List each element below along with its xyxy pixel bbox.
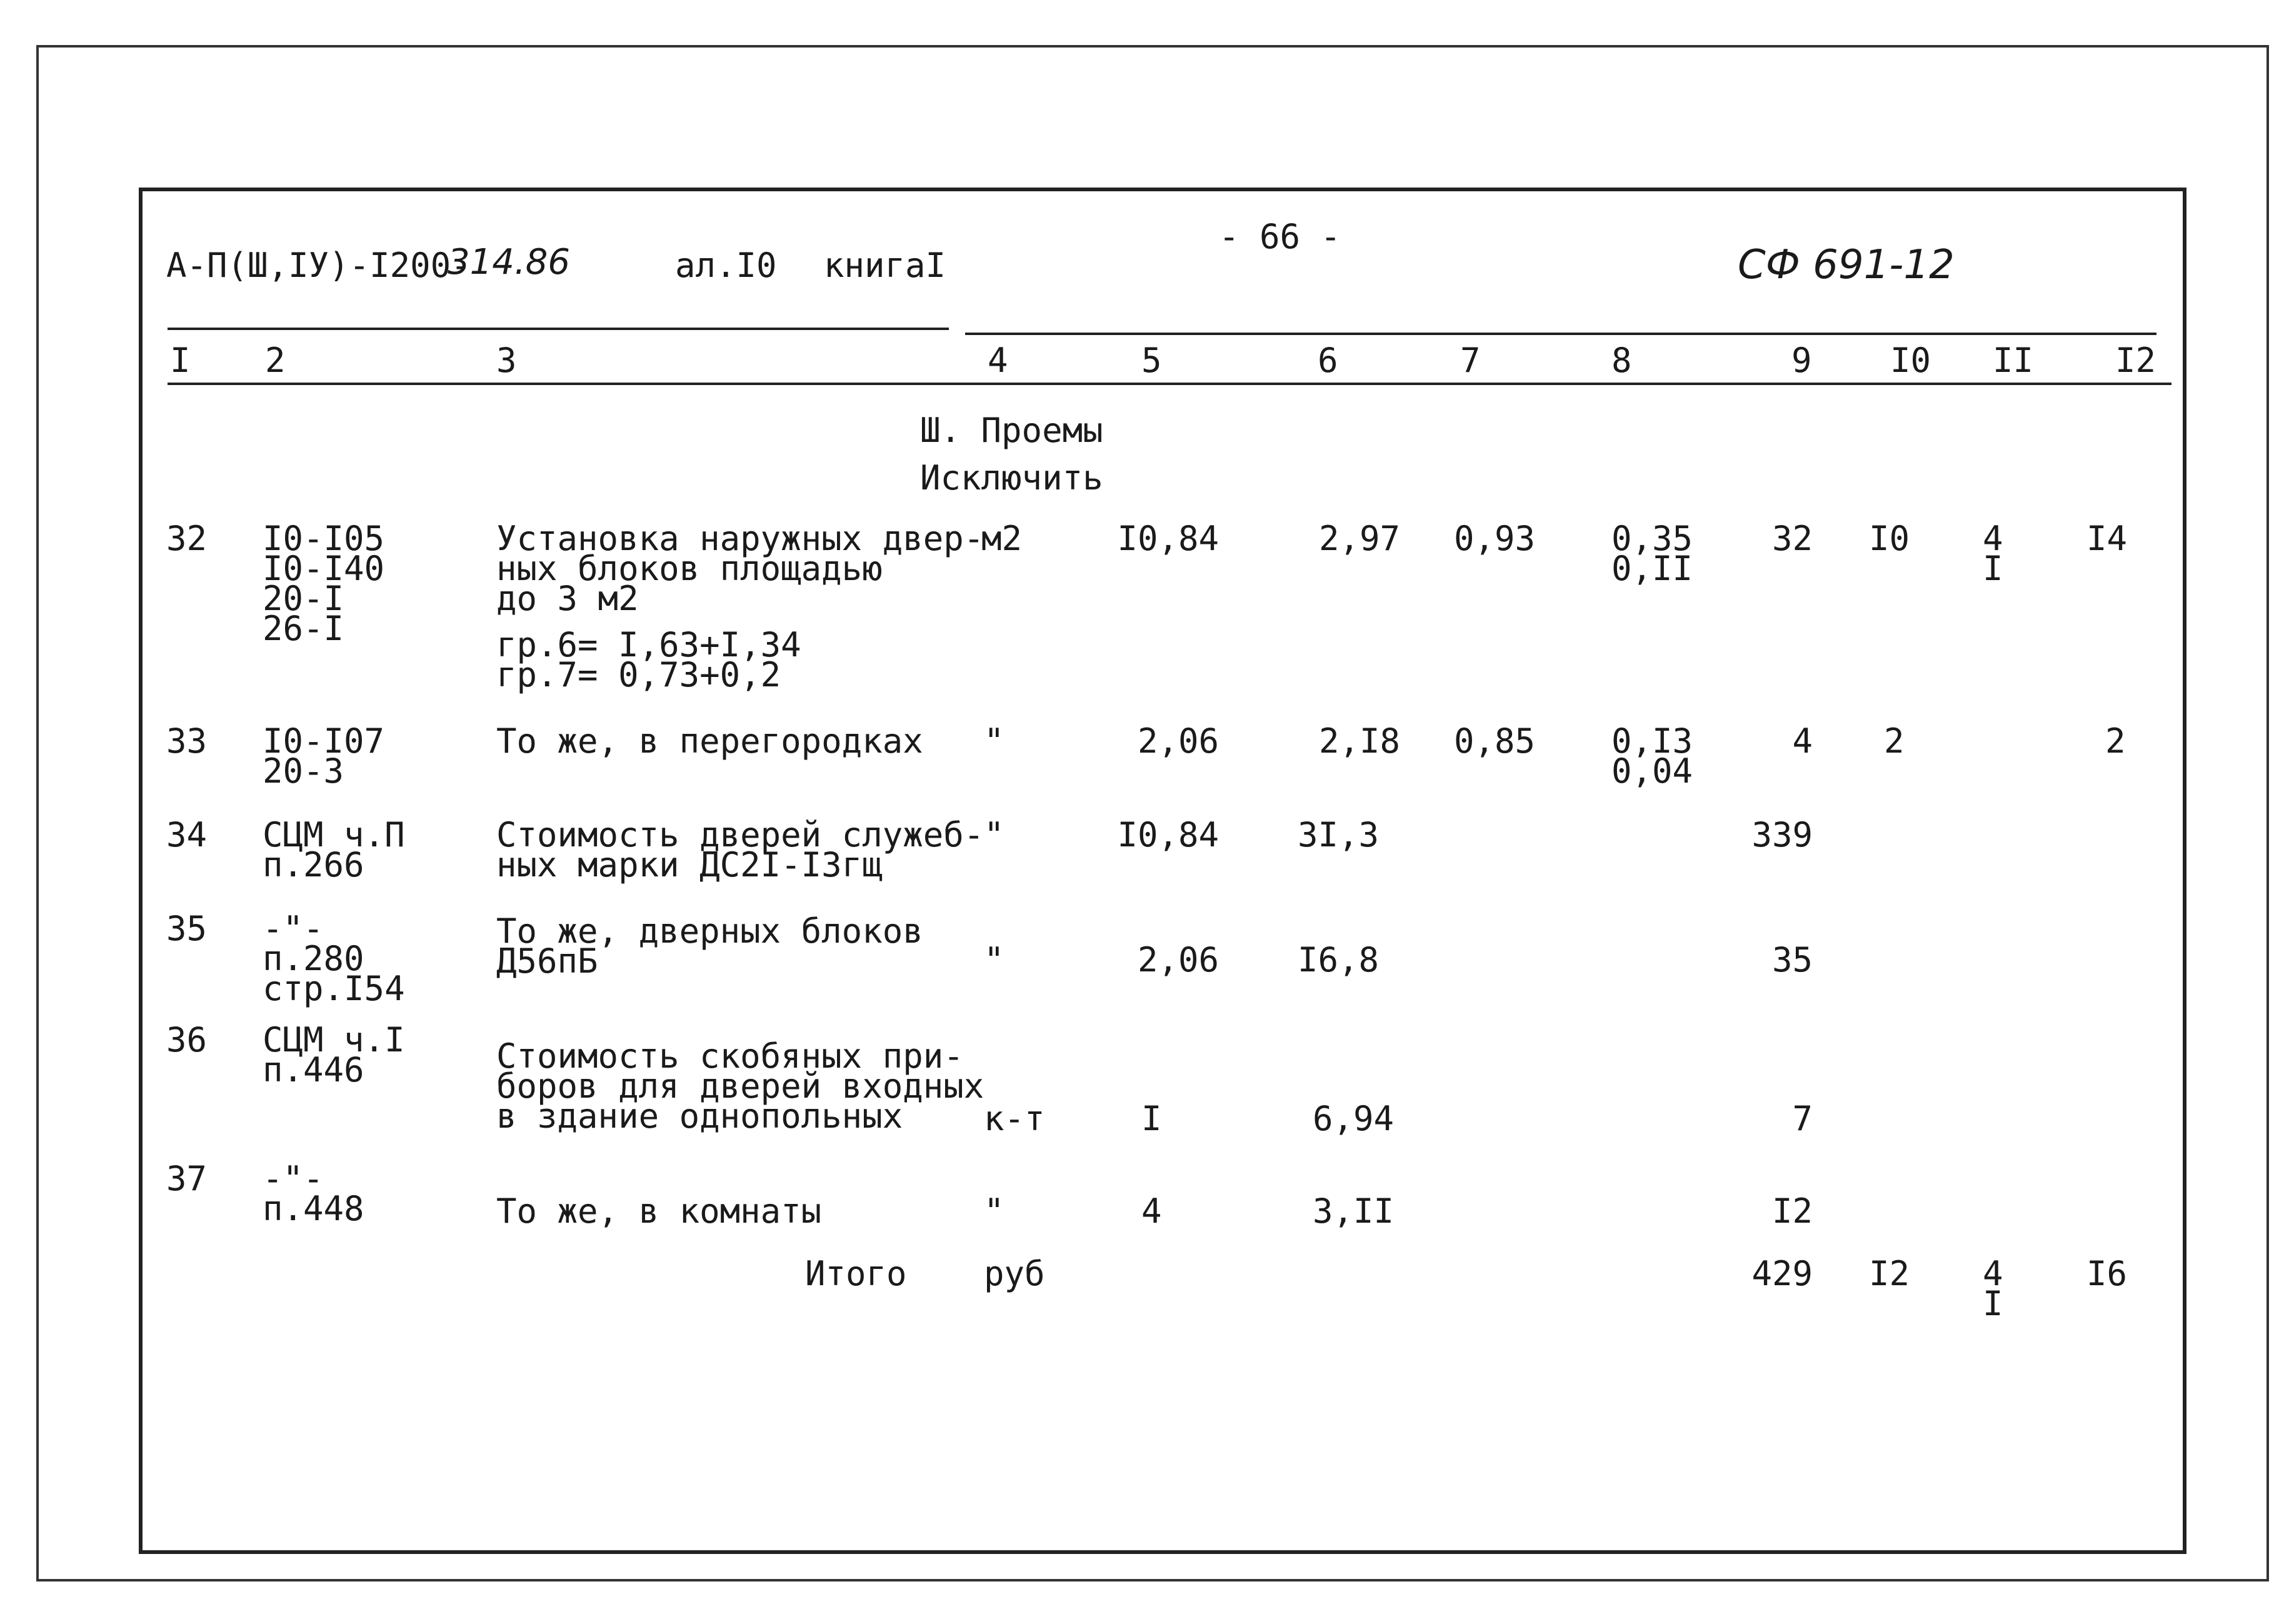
- row-32-code: I0-I05 I0-I40 20-I 26-I: [263, 519, 385, 648]
- col-header-5: 5: [1141, 341, 1162, 380]
- row-32-col11: 4 I: [1983, 519, 2003, 588]
- book-label: книгаI: [824, 246, 946, 285]
- row-34-col5: I0,84: [1117, 815, 1219, 855]
- row-33-description: То же, в перегородках: [496, 721, 923, 761]
- total-col9: 429: [1751, 1254, 1813, 1293]
- row-36-col5: I: [1141, 1099, 1162, 1138]
- row-33-col9: 4: [1792, 721, 1813, 761]
- row-34-col9: 339: [1751, 815, 1813, 855]
- column-header-rule: [168, 383, 2171, 385]
- row-35-col6: I6,8: [1298, 940, 1380, 980]
- row-32-col6: 2,97: [1318, 519, 1400, 558]
- row-32-col8: 0,35 0,II: [1611, 519, 1693, 588]
- row-35-number: 35: [166, 909, 208, 948]
- row-37-col5: 4: [1141, 1191, 1162, 1231]
- row-34-unit: ": [984, 815, 1004, 855]
- row-33-code: I0-I07 20-3: [263, 721, 385, 791]
- row-34-description: Стоимость дверей служеб- ных марки ДС2I-I3гщ: [496, 815, 984, 885]
- row-35-col5: 2,06: [1137, 940, 1219, 980]
- row-33-col12: 2: [2105, 721, 2126, 761]
- row-32-col5: I0,84: [1117, 519, 1219, 558]
- col-header-3: 3: [496, 341, 517, 380]
- col-header-12: I2: [2115, 341, 2156, 380]
- row-36-description: Стоимость скобяных при- боров для дверей входных в здание однопольных: [496, 1036, 984, 1136]
- row-33-col8: 0,I3 0,04: [1611, 721, 1693, 791]
- row-34-number: 34: [166, 815, 208, 855]
- row-34-col6: 3I,3: [1298, 815, 1380, 855]
- row-33-col10: 2: [1884, 721, 1905, 761]
- stamp-handwritten: СФ 691-12: [1738, 242, 1955, 288]
- row-33-number: 33: [166, 721, 208, 761]
- col-header-4: 4: [988, 341, 1008, 380]
- section-title: Ш. Проемы: [920, 411, 1103, 450]
- col-header-1: I: [170, 341, 191, 380]
- total-col11: 4 I: [1983, 1254, 2003, 1323]
- col-header-11: II: [1993, 341, 2034, 380]
- row-37-description: То же, в комнаты: [496, 1191, 822, 1231]
- col-header-7: 7: [1460, 341, 1481, 380]
- row-36-number: 36: [166, 1020, 208, 1060]
- col-header-8: 8: [1611, 341, 1632, 380]
- row-33-col6: 2,I8: [1318, 721, 1400, 761]
- header-rule-right: [965, 333, 2156, 335]
- row-32-unit: м2: [981, 519, 1023, 558]
- row-32-description: Установка наружных двер- ных блоков площадью до 3 м2: [496, 519, 984, 618]
- total-label: Итого: [805, 1254, 907, 1293]
- inner-frame: [139, 188, 2186, 1554]
- row-36-col9: 7: [1792, 1099, 1813, 1138]
- row-36-col6: 6,94: [1313, 1099, 1395, 1138]
- col-header-2: 2: [265, 341, 286, 380]
- page-number: - 66 -: [1219, 217, 1341, 256]
- row-33-unit: ": [984, 721, 1004, 761]
- document-code-handwritten: 314.86: [448, 242, 570, 283]
- row-37-code: -"- п.448: [263, 1159, 364, 1228]
- total-unit: руб: [984, 1254, 1045, 1293]
- row-33-col7: 0,85: [1454, 721, 1536, 761]
- row-35-unit: ": [984, 940, 1004, 980]
- col-header-6: 6: [1318, 341, 1338, 380]
- row-36-unit: к-т: [984, 1099, 1045, 1138]
- row-36-code: СЦМ ч.I п.446: [263, 1020, 405, 1090]
- row-32-number: 32: [166, 519, 208, 558]
- row-35-code: -"- п.280 стр.I54: [263, 909, 405, 1008]
- section-subtitle: Исключить: [920, 458, 1103, 498]
- row-37-col9: I2: [1771, 1191, 1813, 1231]
- row-32-col12: I4: [2086, 519, 2128, 558]
- album-label: ал.I0: [675, 246, 777, 285]
- col-header-9: 9: [1791, 341, 1812, 380]
- row-37-number: 37: [166, 1159, 208, 1198]
- row-35-col9: 35: [1771, 940, 1813, 980]
- row-32-col10: I0: [1869, 519, 1910, 558]
- col-header-10: I0: [1890, 341, 1931, 380]
- row-32-col9: 32: [1771, 519, 1813, 558]
- row-32-formula: гр.6= I,63+I,34 гр.7= 0,73+0,2: [496, 625, 801, 694]
- row-34-code: СЦМ ч.П п.266: [263, 815, 405, 885]
- total-col10: I2: [1869, 1254, 1910, 1293]
- row-35-description: То же, дверных блоков Д56пБ: [496, 911, 923, 981]
- row-33-col5: 2,06: [1137, 721, 1219, 761]
- row-37-col6: 3,II: [1313, 1191, 1395, 1231]
- total-col12: I6: [2086, 1254, 2128, 1293]
- header-rule-left: [168, 328, 949, 330]
- row-32-col7: 0,93: [1454, 519, 1536, 558]
- document-code: А-П(Ш,IУ)-I200-: [166, 246, 471, 285]
- row-37-unit: ": [984, 1191, 1004, 1231]
